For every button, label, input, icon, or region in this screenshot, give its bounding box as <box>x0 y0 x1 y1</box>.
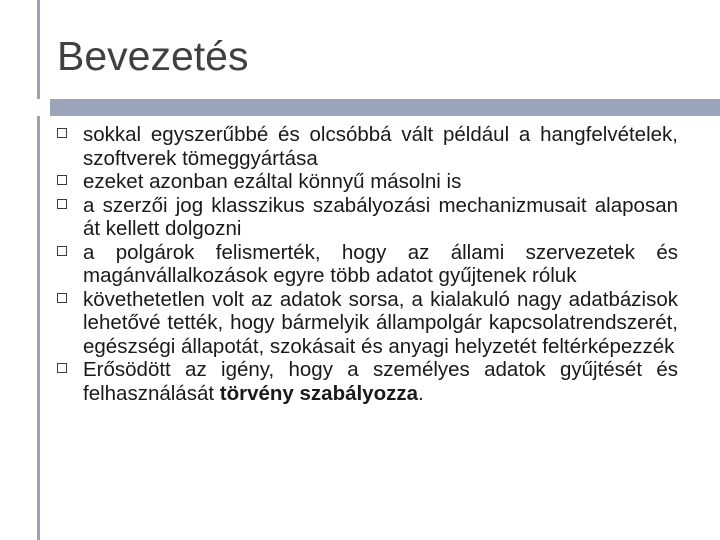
square-bullet-icon <box>57 293 67 303</box>
bullet-item <box>57 170 678 194</box>
square-bullet-icon <box>57 363 67 373</box>
bullet-item <box>57 241 678 288</box>
bullet-text: követhetetlen volt az adatok sorsa, a kialakuló nagy adatbázisok lehetővé tették, hogy bármelyik állampolgár kapcsolatrendszerét, egészségi állapotát, szokásait és anyagi helyzetét feltérképezzék <box>83 287 678 358</box>
square-bullet-icon <box>57 246 67 256</box>
bullet-text-emphasis: törvény szabályozza <box>219 381 419 405</box>
bullet-text: a szerzői jog klasszikus szabályozási mechanizmusait alaposan át kellett dolgozni <box>83 193 678 240</box>
square-bullet-icon <box>57 175 67 185</box>
bullet-text: Erősödött az igény, hogy a személyes adatok gyűjtését és felhasználását <box>83 358 678 405</box>
bullet-text: ezeket azonban ezáltal könnyű másolni is <box>83 170 462 193</box>
bullet-list <box>57 123 678 405</box>
bullet-item <box>57 358 678 405</box>
vertical-accent-bar <box>37 0 40 540</box>
bullet-item <box>57 123 678 170</box>
accent-bar-marker <box>37 99 52 116</box>
bullet-item <box>57 288 678 359</box>
slide-title: Bevezetés <box>57 33 249 79</box>
square-bullet-icon <box>57 199 67 209</box>
horizontal-accent-bar <box>37 99 720 116</box>
bullet-item <box>57 194 678 241</box>
square-bullet-icon <box>57 128 67 138</box>
bullet-text: sokkal egyszerűbbé és olcsóbbá vált például a hangfelvételek, szoftverek tömeggyártása <box>83 123 678 170</box>
bullet-text: a polgárok felismerték, hogy az állami szervezetek és magánvállalkozások egyre több adatot gyűjtenek róluk <box>83 240 678 287</box>
bullet-text-end: . <box>418 381 424 405</box>
